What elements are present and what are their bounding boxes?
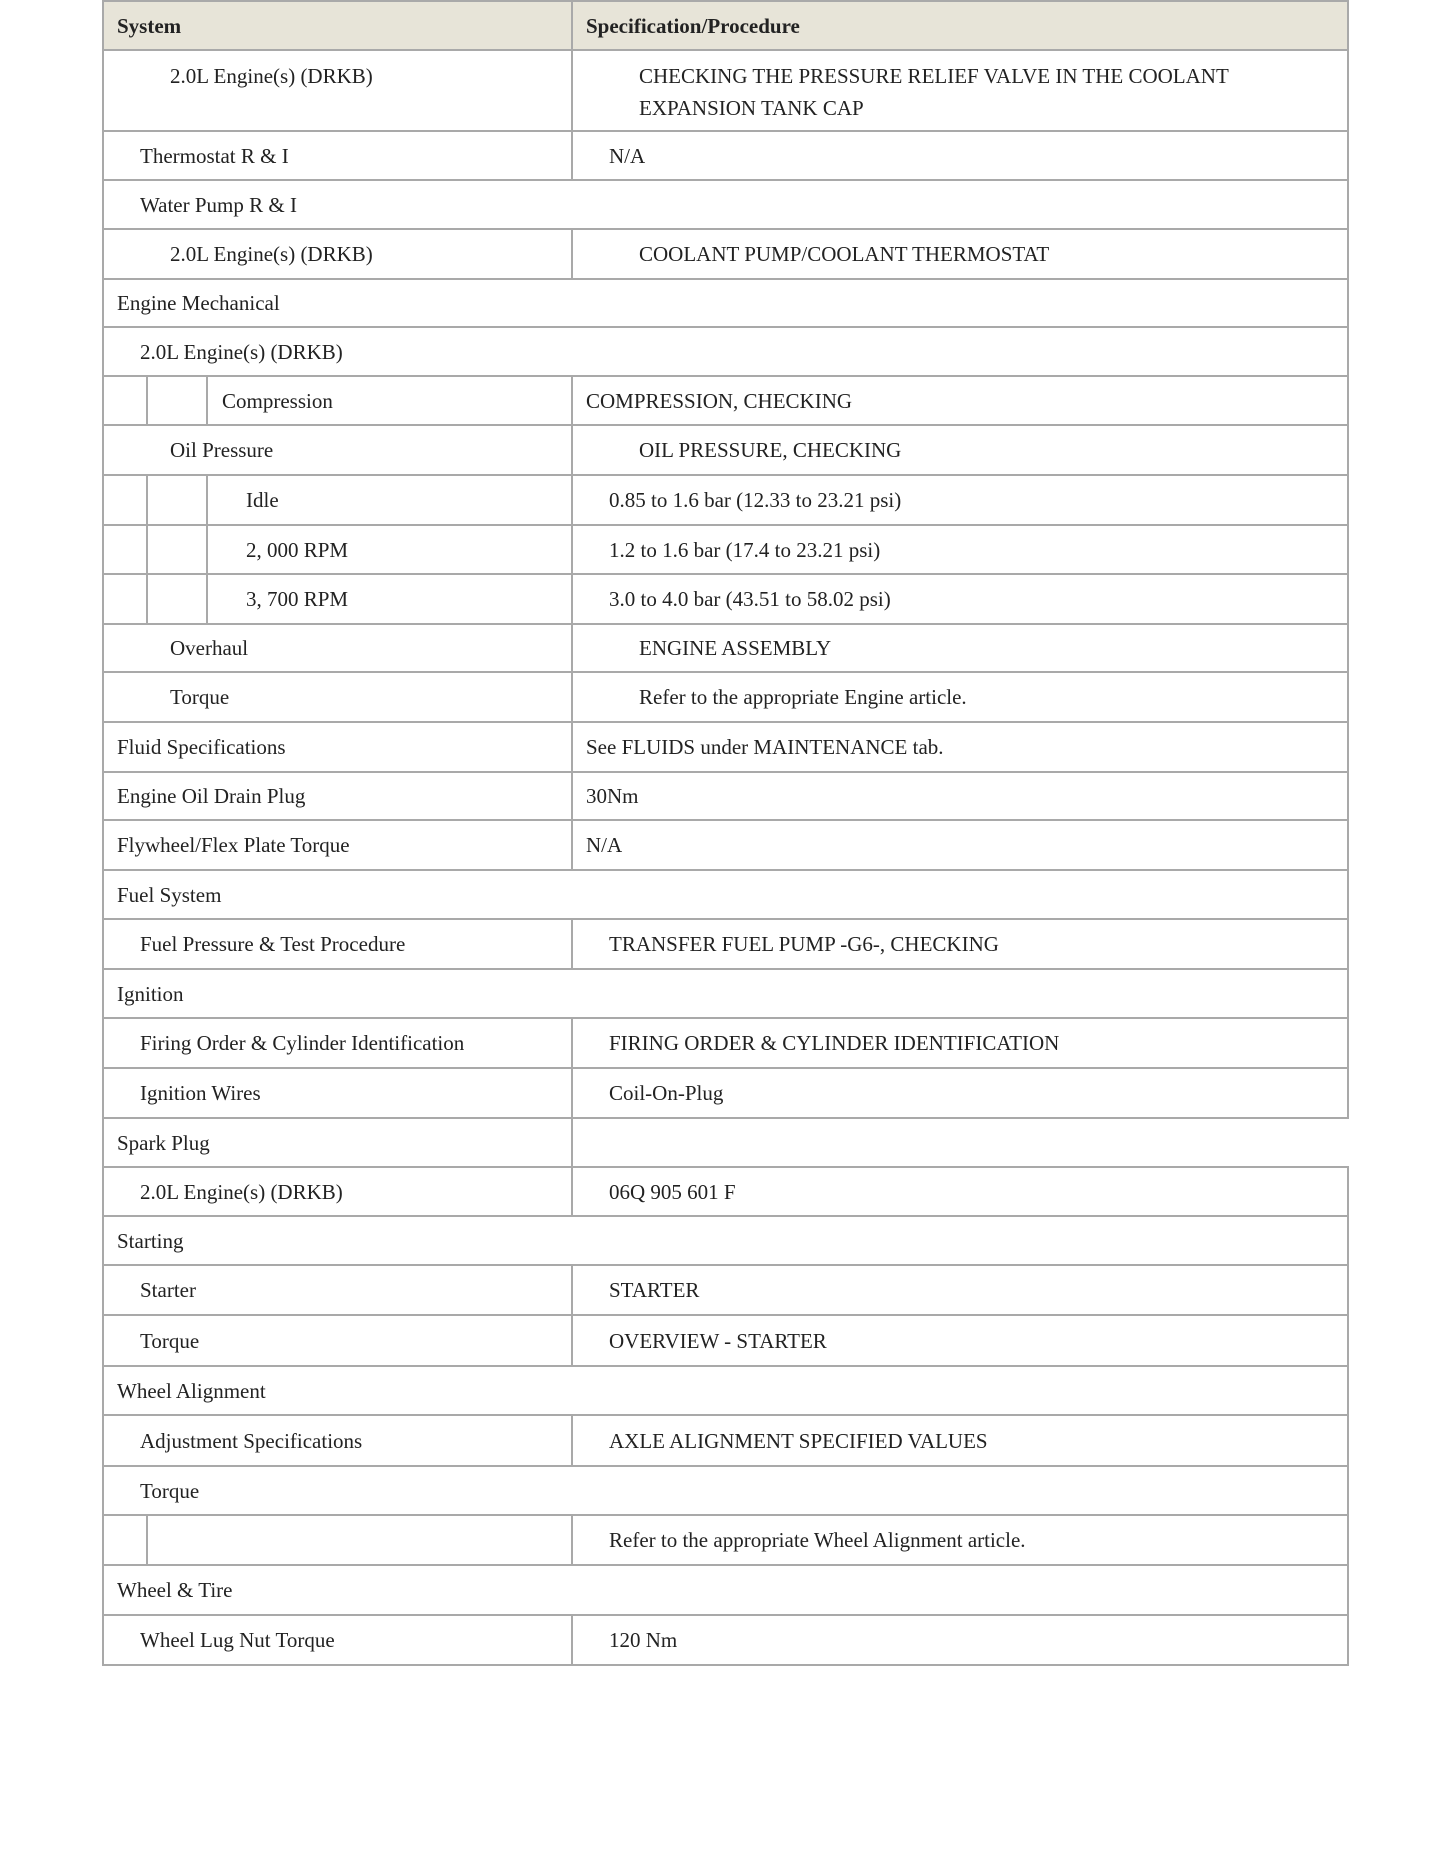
table-row (102, 1166, 1349, 1217)
system-cell: Oil Pressure (104, 426, 573, 474)
table-row (102, 1316, 1349, 1367)
table-row (102, 476, 1349, 526)
system-label: 3, 700 RPM (246, 587, 349, 611)
spec-cell: AXLE ALIGNMENT SPECIFIED VALUES (609, 1428, 988, 1453)
table-row (102, 1467, 1349, 1516)
table-row (102, 51, 1349, 132)
system-cell: Torque (104, 1316, 573, 1365)
spec-cell: N/A (609, 143, 646, 168)
indent-cells (104, 476, 208, 524)
system-cell: Ignition Wires (104, 1069, 573, 1117)
spec-cell: TRANSFER FUEL PUMP -G6-, CHECKING (609, 932, 999, 956)
system-cell: Firing Order & Cylinder Identification (104, 1019, 573, 1067)
section-cell: Water Pump R & I (140, 192, 297, 217)
section-cell: Ignition (117, 981, 184, 1006)
system-cell: Starter (104, 1266, 573, 1314)
spec-cell: See FLUIDS under MAINTENANCE tab. (586, 735, 944, 759)
indent-cells (104, 575, 208, 623)
table-row (102, 723, 1349, 773)
system-cell: 2.0L Engine(s) (DRKB) (104, 51, 573, 130)
spec-cell: 0.85 to 1.6 bar (12.33 to 23.21 psi) (609, 488, 902, 512)
system-cell (104, 377, 573, 424)
table-row (102, 328, 1349, 377)
table-row (102, 1266, 1349, 1316)
spec-cell: 06Q 905 601 F (609, 1179, 736, 1204)
system-label: Compression (222, 388, 333, 413)
spec-cell: 1.2 to 1.6 bar (17.4 to 23.21 psi) (609, 537, 881, 562)
spec-cell: Coil-On-Plug (609, 1081, 724, 1105)
table-row (102, 426, 1349, 476)
spec-cell: STARTER (609, 1278, 700, 1302)
system-cell: Torque (104, 673, 573, 721)
table-row (102, 1367, 1349, 1416)
table-row (102, 920, 1349, 970)
section-cell: Wheel & Tire (117, 1578, 233, 1602)
table-row (102, 970, 1349, 1019)
table-row (102, 280, 1349, 328)
system-cell: Engine Oil Drain Plug (104, 773, 573, 819)
section-cell: Engine Mechanical (117, 291, 280, 315)
table-row (102, 1566, 1349, 1616)
header-system: System (104, 2, 573, 49)
table-row (102, 181, 1349, 230)
spec-cell: CHECKING THE PRESSURE RELIEF VALVE IN THE COOLANT EXPANSION TANK CAP (639, 64, 1229, 120)
system-cell: Adjustment Specifications (104, 1416, 573, 1465)
section-cell: Torque (140, 1478, 200, 1503)
spec-cell: OVERVIEW - STARTER (609, 1328, 827, 1353)
spec-cell: Refer to the appropriate Wheel Alignment article. (609, 1528, 1026, 1552)
table-row (102, 1119, 1349, 1168)
system-cell: Fluid Specifications (104, 723, 573, 771)
spec-cell: 3.0 to 4.0 bar (43.51 to 58.02 psi) (609, 587, 891, 611)
spec-cell: ENGINE ASSEMBLY (639, 636, 832, 660)
table-row (102, 132, 1349, 181)
table-row (102, 377, 1349, 426)
table-row (102, 821, 1349, 871)
spec-table (102, 0, 1349, 1666)
system-cell: Fuel Pressure & Test Procedure (104, 920, 573, 968)
table-row (102, 1019, 1349, 1069)
table-row (102, 1616, 1349, 1666)
table-row (102, 871, 1349, 920)
indent-cells (104, 377, 208, 424)
spec-cell: 30Nm (586, 784, 639, 808)
section-cell: Starting (117, 1228, 184, 1253)
system-label: Idle (246, 488, 279, 512)
system-cell: 2.0L Engine(s) (DRKB) (104, 230, 573, 278)
system-cell (104, 476, 573, 524)
system-cell (104, 526, 573, 573)
system-cell: Thermostat R & I (104, 132, 573, 179)
indent-cells (104, 526, 208, 573)
system-cell: Wheel Lug Nut Torque (104, 1616, 573, 1664)
spec-cell: 120 Nm (609, 1628, 678, 1652)
table-row (102, 1217, 1349, 1266)
section-cell: Wheel Alignment (117, 1378, 266, 1403)
spec-cell: N/A (586, 833, 623, 857)
table-row (102, 230, 1349, 280)
system-cell: Spark Plug (104, 1119, 573, 1166)
table-row (102, 526, 1349, 575)
indent-cells (104, 1516, 148, 1564)
system-cell: Flywheel/Flex Plate Torque (104, 821, 573, 869)
spec-cell: COOLANT PUMP/COOLANT THERMOSTAT (639, 242, 1050, 266)
spec-cell: OIL PRESSURE, CHECKING (639, 438, 902, 462)
table-row (102, 625, 1349, 673)
system-label: 2, 000 RPM (246, 537, 349, 562)
table-row (102, 575, 1349, 625)
section-cell: 2.0L Engine(s) (DRKB) (140, 339, 343, 364)
table-row (102, 1416, 1349, 1467)
header-spec: Specification/Procedure (586, 13, 800, 38)
table-row (102, 1516, 1349, 1566)
spec-cell: Refer to the appropriate Engine article. (639, 685, 967, 709)
spec-cell: FIRING ORDER & CYLINDER IDENTIFICATION (609, 1031, 1060, 1055)
system-cell: Overhaul (104, 625, 573, 671)
section-cell: Fuel System (117, 882, 222, 907)
table-row (102, 1069, 1349, 1119)
system-cell: 2.0L Engine(s) (DRKB) (104, 1168, 573, 1215)
system-cell (104, 1516, 573, 1564)
table-row (102, 673, 1349, 723)
spec-cell: COMPRESSION, CHECKING (586, 388, 853, 413)
table-row (102, 773, 1349, 821)
system-cell (104, 575, 573, 623)
spec-cell-empty (573, 1119, 1349, 1166)
table-header (102, 0, 1349, 51)
